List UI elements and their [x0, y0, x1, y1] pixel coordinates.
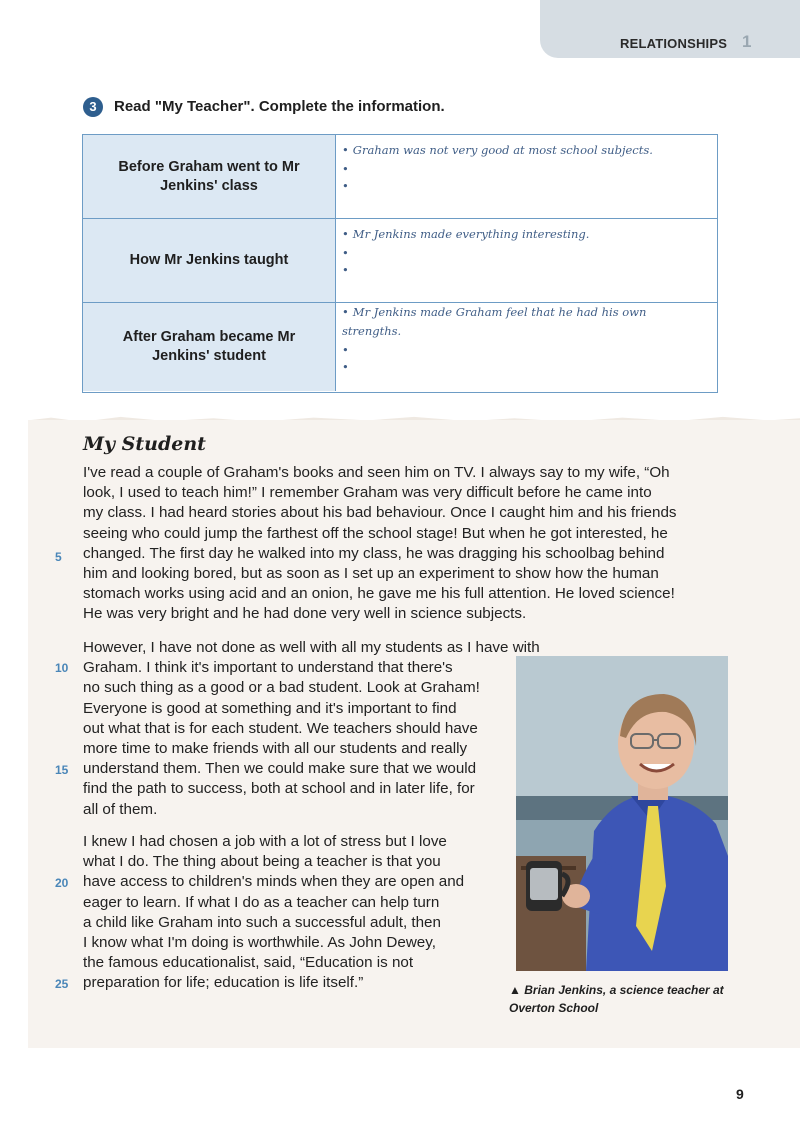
text-line: look, I used to teach him!” I remember Graham was very difficult before he came into	[83, 484, 652, 502]
row-label: Before Graham went to Mr Jenkins' class	[83, 135, 336, 218]
paragraph-2	[83, 638, 583, 820]
text-line: seeing who could jump the farthest off the school stage! But when he got interested, he	[83, 524, 668, 542]
task-instruction: Read "My Teacher". Complete the information.	[114, 98, 445, 115]
section-title: RELATIONSHIPS	[620, 36, 728, 51]
text-line: Graham. I think it's important to understand that there's	[83, 659, 453, 677]
line-number: 20	[55, 876, 69, 890]
text-line: find the path to success, both at school and in later life, for	[83, 780, 475, 798]
caption-text: Brian Jenkins, a science teacher at Overton School	[509, 983, 724, 1015]
bullet-icon: •	[342, 305, 349, 319]
answer-text: Graham was not very good at most school subjects.	[352, 143, 653, 157]
paragraph-1	[83, 463, 743, 625]
page-number: 9	[736, 1086, 744, 1102]
table-row	[83, 219, 717, 303]
text-line: out what that is for each student. We teachers should have	[83, 719, 478, 737]
row-label: How Mr Jenkins taught	[83, 219, 336, 302]
blank-answer-line[interactable]: •	[342, 246, 349, 260]
text-line: changed. The first day he walked into my class, he was dragging his schoolbag behind	[83, 544, 665, 562]
text-line: eager to learn. If what I do as a teacher can help turn	[83, 893, 440, 911]
text-line: He was very bright and he had done very well in science subjects.	[83, 605, 527, 623]
text-line: have access to children's minds when they are open and	[83, 873, 465, 891]
text-line: him and looking bored, but as soon as I set up an experiment to show how the human	[83, 565, 659, 583]
text-line: my class. I had heard stories about his bad behaviour. Once I caught him and his friends	[83, 504, 677, 522]
bullet-icon: •	[342, 143, 349, 157]
line-number: 25	[55, 977, 69, 991]
blank-answer-line[interactable]: •	[342, 179, 349, 193]
blank-answer-line[interactable]: •	[342, 360, 349, 374]
text-line: understand them. Then we could make sure that we would	[83, 760, 477, 778]
blank-answer-line[interactable]: •	[342, 162, 349, 176]
text-line: a child like Graham into such a successful adult, then	[83, 913, 441, 931]
passage-title: My Student	[83, 433, 206, 455]
answer-text: Mr Jenkins made Graham feel that he had his own strengths.	[342, 305, 647, 338]
photo-caption	[509, 981, 749, 1017]
text-line: Everyone is good at something and it's important to find	[83, 699, 457, 717]
text-line: I've read a couple of Graham's books and seen him on TV. I always say to my wife, “Oh	[83, 464, 670, 481]
line-number: 10	[55, 661, 69, 675]
text-line: However, I have not done as well with all my students as I have with	[83, 639, 540, 656]
row-label: After Graham became Mr Jenkins' student	[83, 303, 336, 391]
answer-text: Mr Jenkins made everything interesting.	[352, 227, 590, 241]
text-line: I knew I had chosen a job with a lot of stress but I love	[83, 833, 447, 850]
text-line: stomach works using acid and an onion, he gave me his full attention. He loved science!	[83, 585, 675, 603]
text-line: no such thing as a good or a bad student. Look at Graham!	[83, 679, 480, 697]
bullet-icon: •	[342, 227, 349, 241]
paragraph-3	[83, 832, 513, 994]
teacher-photo	[516, 656, 728, 971]
line-number: 15	[55, 763, 69, 777]
text-line: the famous educationalist, said, “Education is not	[83, 954, 414, 972]
answer-cell	[342, 225, 709, 278]
triangle-icon: ▲	[509, 983, 521, 997]
text-line: more time to make friends with all our students and really	[83, 740, 468, 758]
task-number-badge: 3	[83, 97, 103, 117]
table-row	[83, 303, 717, 391]
table-row	[83, 135, 717, 219]
text-line: preparation for life; education is life itself.”	[83, 974, 364, 992]
answer-cell	[342, 303, 709, 375]
blank-answer-line[interactable]: •	[342, 263, 349, 277]
blank-answer-line[interactable]: •	[342, 343, 349, 357]
text-line: all of them.	[83, 800, 158, 818]
unit-number: 1	[742, 32, 752, 51]
answer-cell	[342, 141, 709, 194]
line-number: 5	[55, 550, 62, 564]
information-table	[82, 134, 718, 393]
text-line: what I do. The thing about being a teacher is that you	[83, 853, 441, 871]
text-line: I know what I'm doing is worthwhile. As John Dewey,	[83, 934, 436, 952]
